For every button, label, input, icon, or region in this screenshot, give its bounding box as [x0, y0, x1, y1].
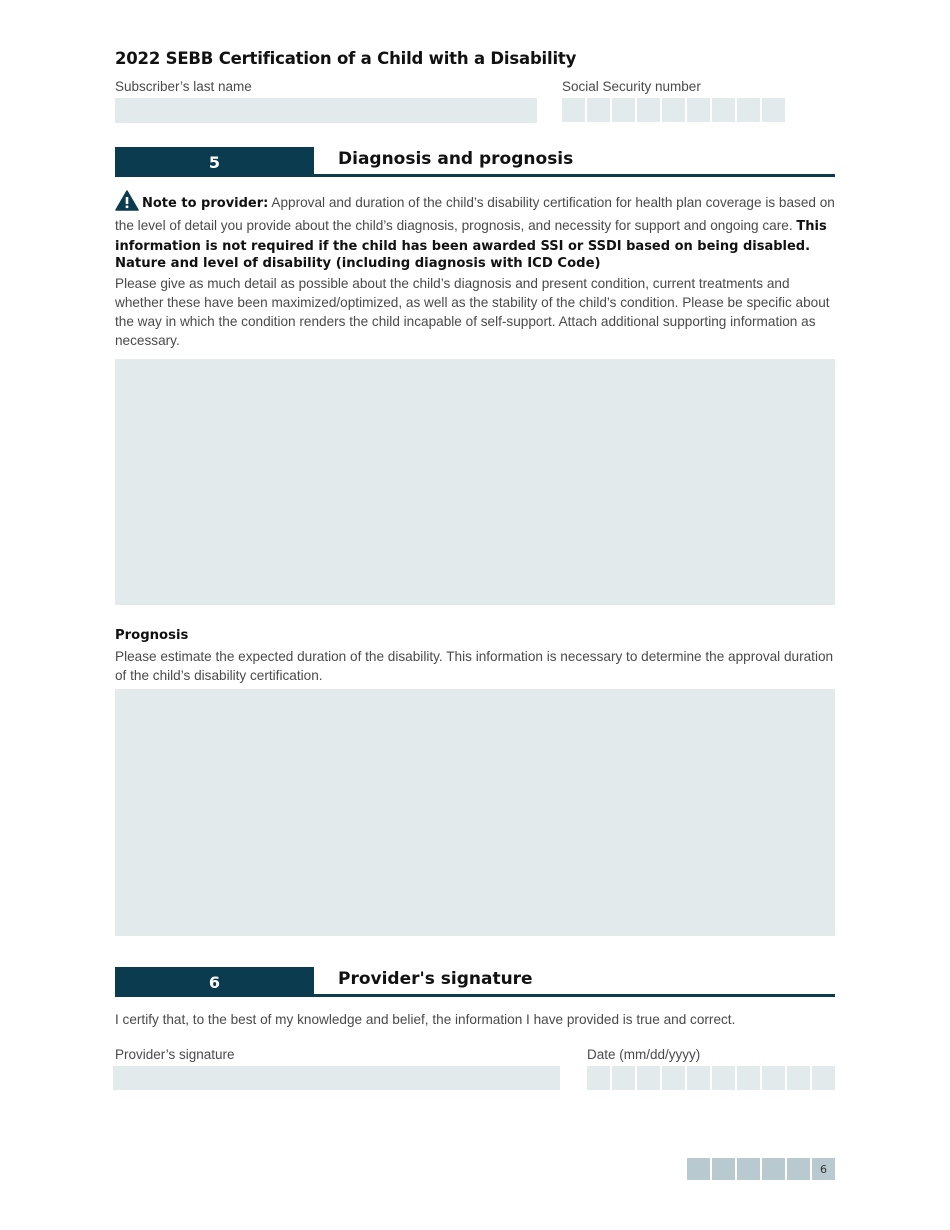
page-mark — [787, 1158, 810, 1180]
section-6-header — [115, 967, 835, 997]
section-5-header — [115, 147, 835, 177]
section-6-title: Provider's signature — [338, 969, 533, 989]
document-title: 2022 SEBB Certification of a Child with a Disability — [115, 49, 577, 68]
page-mark — [737, 1158, 760, 1180]
date-digit[interactable] — [762, 1066, 785, 1090]
ssn-digit[interactable] — [762, 98, 785, 122]
section-6-number: 6 — [115, 967, 314, 997]
subscriber-last-name-label: Subscriber’s last name — [115, 79, 252, 94]
ssn-digit[interactable] — [662, 98, 685, 122]
note-bold-text: This information is not required if the child has been awarded SSI or SSDI based on being disabled. — [115, 219, 827, 254]
date-digit[interactable] — [787, 1066, 810, 1090]
prognosis-instructions: Please estimate the expected duration of the disability. This information is necessary to determine the approval duration of the child’s disability certification. — [115, 649, 834, 683]
page-mark — [687, 1158, 710, 1180]
date-digit[interactable] — [637, 1066, 660, 1090]
ssn-digit[interactable] — [587, 98, 610, 122]
ssn-label: Social Security number — [562, 79, 701, 94]
page-marks — [687, 1158, 835, 1180]
date-input[interactable] — [587, 1066, 835, 1090]
nature-instructions: Please give as much detail as possible about the child’s diagnosis and present condition, current treatments and whether these have been maximized/optimized, as well as the stability of the child’s condition. Please be specific about the way in which the condition renders the child incapable of self-support. Attach additional supporting information as necessary. — [115, 276, 830, 348]
ssn-digit[interactable] — [637, 98, 660, 122]
provider-signature-input[interactable] — [113, 1066, 560, 1090]
date-label: Date (mm/dd/yyyy) — [587, 1047, 701, 1062]
ssn-digit[interactable] — [712, 98, 735, 122]
ssn-input[interactable] — [562, 98, 785, 122]
date-digit[interactable] — [587, 1066, 610, 1090]
prognosis-textarea[interactable] — [115, 689, 835, 936]
subscriber-last-name-input[interactable] — [115, 98, 537, 123]
date-digit[interactable] — [737, 1066, 760, 1090]
page-mark — [712, 1158, 735, 1180]
nature-textarea[interactable] — [115, 359, 835, 605]
ssn-digit[interactable] — [562, 98, 585, 122]
provider-note — [115, 190, 837, 256]
ssn-digit[interactable] — [737, 98, 760, 122]
provider-signature-label: Provider’s signature — [115, 1047, 235, 1062]
ssn-digit[interactable] — [687, 98, 710, 122]
date-digit[interactable] — [687, 1066, 710, 1090]
page-number: 6 — [812, 1158, 835, 1180]
note-text: Approval and duration of the child’s disability certification for health plan coverage is based on the level of detail you provide about the child’s diagnosis, prognosis, and necessity for support and ongoing care. — [115, 195, 835, 233]
date-digit[interactable] — [712, 1066, 735, 1090]
date-digit[interactable] — [662, 1066, 685, 1090]
page-mark — [762, 1158, 785, 1180]
date-digit[interactable] — [612, 1066, 635, 1090]
warning-triangle-icon — [115, 190, 139, 216]
certify-statement: I certify that, to the best of my knowledge and belief, the information I have provided is true and correct. — [115, 1012, 736, 1027]
ssn-digit[interactable] — [612, 98, 635, 122]
section-5-title: Diagnosis and prognosis — [338, 149, 574, 169]
prognosis-heading: Prognosis — [115, 628, 189, 643]
note-label: Note to provider: — [142, 196, 269, 211]
date-digit[interactable] — [812, 1066, 835, 1090]
section-5-number: 5 — [115, 147, 314, 177]
nature-heading: Nature and level of disability (including diagnosis with ICD Code) — [115, 256, 601, 271]
